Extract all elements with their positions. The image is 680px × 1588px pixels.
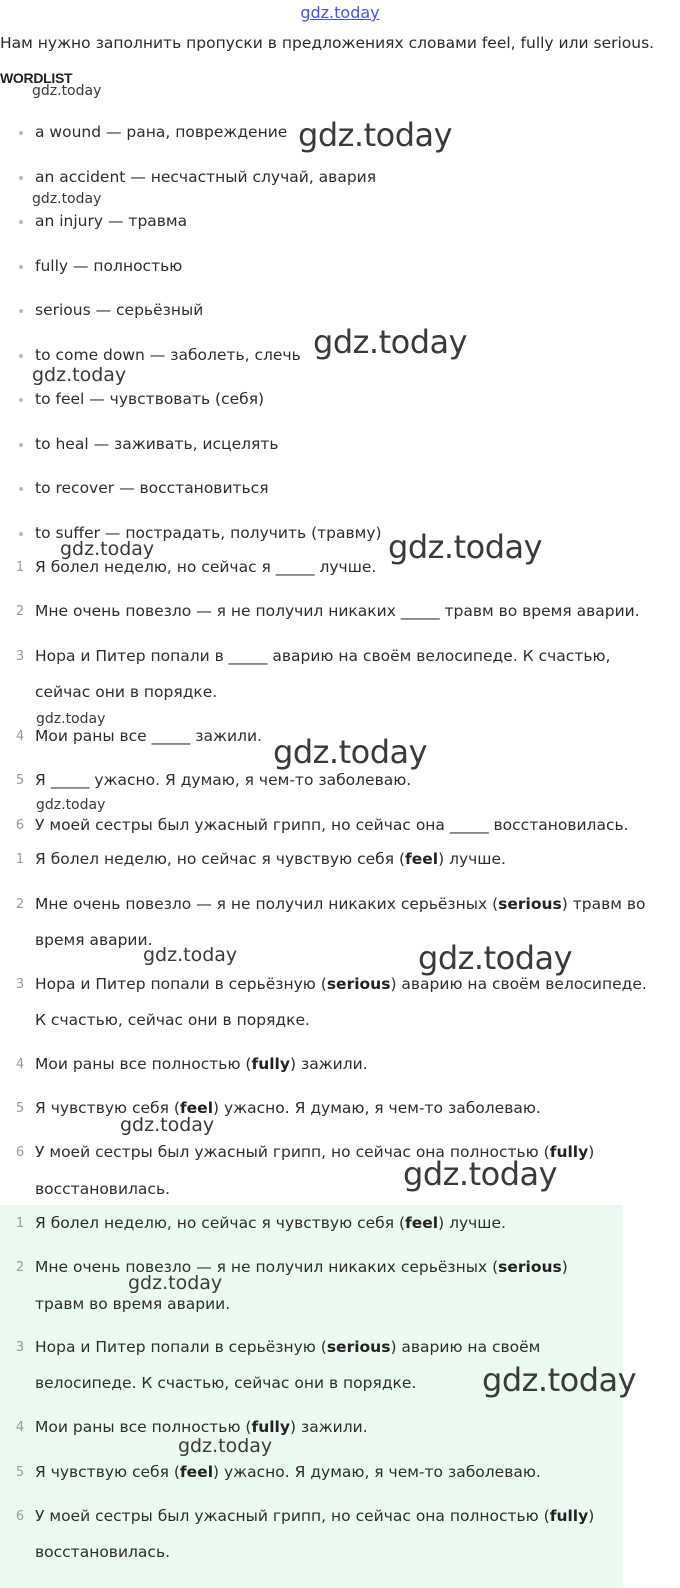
wordlist-item: to heal — заживать, исцелять [35,435,279,453]
item-number: 4 [15,1057,25,1072]
bullet-icon [19,265,23,269]
bullet-icon [19,176,23,180]
exercise-line: сейчас они в порядке. [35,683,218,701]
answer-line: Мне очень повезло — я не получил никаких серьёзных (serious) травм во [35,895,646,913]
answer-word: feel [179,1463,214,1481]
watermark: gdz.today [313,323,468,361]
watermark: gdz.today [178,1435,273,1457]
answer-word: fully [251,1055,290,1073]
watermark: gdz.today [143,944,238,966]
final-answer-line: Мои раны все полностью (fully) зажили. [35,1418,368,1436]
final-answer-line: велосипеде. К счастью, сейчас они в порядке. [35,1374,417,1392]
exercise-line: Мне очень повезло — я не получил никаких _____ травм во время аварии. [35,602,640,620]
answer-word: serious [498,1258,562,1276]
watermark: gdz.today [60,538,155,560]
item-number: 5 [15,1101,25,1116]
watermark: gdz.today [32,191,102,207]
final-answer-line: травм во время аварии. [35,1295,231,1313]
bullet-icon [19,398,23,402]
wordlist-item: serious — серьёзный [35,301,204,319]
answer-line: Мои раны все полностью (fully) зажили. [35,1055,368,1073]
answer-line: Я чувствую себя (feel) ужасно. Я думаю, я чем-то заболеваю. [35,1099,541,1117]
site-link[interactable]: gdz.today [300,3,380,22]
wordlist-item: to suffer — пострадать, получить (травму) [35,524,382,542]
final-answer-line: Мне очень повезло — я не получил никаких серьёзных (serious) [35,1258,568,1276]
watermark: gdz.today [403,1155,558,1193]
wordlist-item: a wound — рана, повреждение [35,123,288,141]
exercise-line: Я _____ ужасно. Я думаю, я чем-то заболеваю. [35,771,412,789]
item-number: 3 [15,1340,25,1355]
item-number: 4 [15,729,25,744]
final-answer-line: Я чувствую себя (feel) ужасно. Я думаю, я чем-то заболеваю. [35,1463,541,1481]
item-number: 6 [15,1509,25,1524]
item-number: 2 [15,897,25,912]
final-answer-line: восстановилась. [35,1543,171,1561]
answer-word: serious [498,895,562,913]
item-number: 2 [15,604,25,619]
exercise-line: Мои раны все _____ зажили. [35,727,262,745]
item-number: 1 [15,852,25,867]
watermark: gdz.today [32,364,127,386]
answer-word: feel [405,1214,439,1232]
item-number: 6 [15,818,25,833]
watermark: gdz.today [418,939,573,977]
bullet-icon [19,309,23,313]
answer-word: serious [326,975,391,993]
item-number: 1 [15,560,25,575]
watermark: gdz.today [273,733,428,771]
answer-line: время аварии. [35,931,153,949]
item-number: 1 [15,1216,25,1231]
answer-word: fully [251,1418,290,1436]
watermark: gdz.today [298,116,453,154]
item-number: 3 [15,977,25,992]
wordlist-title: WORDLIST [0,70,73,86]
watermark: gdz.today [388,528,543,566]
wordlist-item: to come down — заболеть, слечь [35,346,301,364]
answer-word: feel [179,1099,214,1117]
answer-word: fully [549,1143,589,1161]
watermark: gdz.today [32,83,102,99]
answer-word: serious [326,1338,391,1356]
answer-line: К счастью, сейчас они в порядке. [35,1011,310,1029]
watermark: gdz.today [36,711,106,727]
bullet-icon [19,443,23,447]
bullet-icon [19,532,23,536]
wordlist-item: an accident — несчастный случай, авария [35,168,377,186]
bullet-icon [19,354,23,358]
wordlist-item: an injury — травма [35,212,188,230]
wordlist-item: to recover — восстановиться [35,479,269,497]
item-number: 5 [15,1465,25,1480]
bullet-icon [19,220,23,224]
item-number: 4 [15,1420,25,1435]
bullet-icon [19,487,23,491]
bullet-icon [19,131,23,135]
watermark: gdz.today [36,797,106,813]
item-number: 3 [15,649,25,664]
final-answer-line: У моей сестры был ужасный грипп, но сейчас она полностью (fully) [35,1507,595,1525]
answer-word: feel [405,850,439,868]
exercise-line: Я болел неделю, но сейчас я _____ лучше. [35,558,377,576]
answer-line: Нора и Питер попали в серьёзную (serious) аварию на своём велосипеде. [35,975,647,993]
answer-line: У моей сестры был ужасный грипп, но сейчас она полностью (fully) [35,1143,595,1161]
watermark: gdz.today [120,1114,215,1136]
wordlist-item: fully — полностью [35,257,183,275]
wordlist-item: to feel — чувствовать (себя) [35,390,265,408]
item-number: 5 [15,773,25,788]
final-answer-line: Я болел неделю, но сейчас я чувствую себя (feel) лучше. [35,1214,506,1232]
watermark: gdz.today [482,1361,637,1399]
intro-text: Нам нужно заполнить пропуски в предложениях словами feel, fully или serious. [0,34,655,52]
item-number: 6 [15,1145,25,1160]
exercise-line: Нора и Питер попали в _____ аварию на своём велосипеде. К счастью, [35,647,611,665]
answer-line: Я болел неделю, но сейчас я чувствую себя (feel) лучше. [35,850,506,868]
item-number: 2 [15,1260,25,1275]
exercise-line: У моей сестры был ужасный грипп, но сейчас она _____ восстановилась. [35,816,629,834]
watermark: gdz.today [128,1272,223,1294]
answer-word: fully [549,1507,589,1525]
answer-line: восстановилась. [35,1180,171,1198]
final-answer-line: Нора и Питер попали в серьёзную (serious) аварию на своём [35,1338,541,1356]
